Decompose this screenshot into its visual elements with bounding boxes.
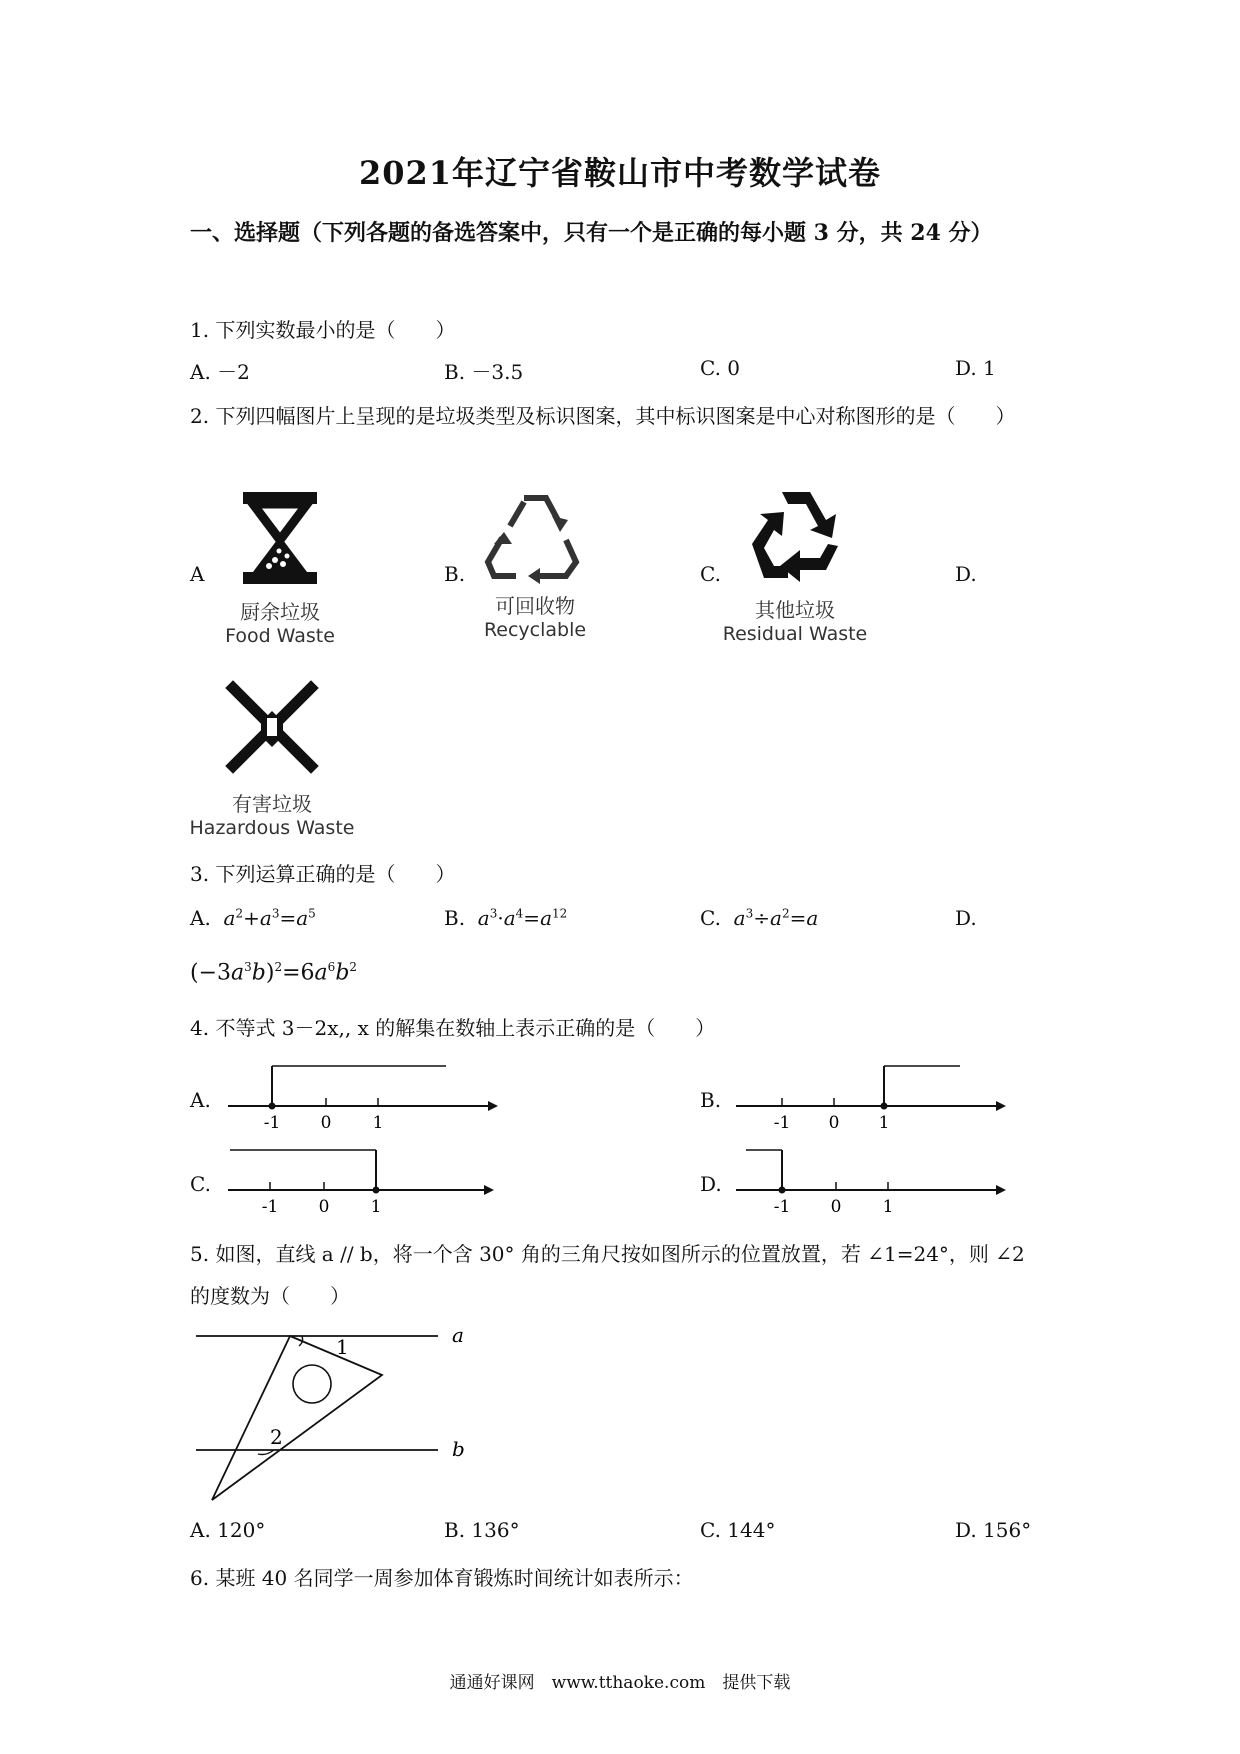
- q3-label-a: A.: [190, 906, 211, 930]
- q4c-tick-neg1: -1: [261, 1197, 279, 1216]
- q3-label-b: B.: [444, 906, 466, 930]
- q4b-tick-1: 1: [878, 1113, 890, 1132]
- hazardous-waste-sign: [188, 678, 356, 839]
- q4d-tick-neg1: -1: [773, 1197, 791, 1216]
- food-waste-zh: 厨余垃圾: [240, 600, 320, 624]
- q4-number-line-c: [220, 1146, 500, 1216]
- q4a-tick-0: 0: [320, 1113, 332, 1132]
- q4d-tick-0: 0: [830, 1197, 842, 1216]
- q1-option-a: A. －2: [190, 360, 250, 384]
- q4-number-line-a: [220, 1062, 500, 1132]
- q3-option-c: C. $a^3\div a^2=a$: [700, 906, 819, 930]
- q3-label-c: C.: [700, 906, 721, 930]
- q4-number-line-b: [728, 1062, 1008, 1132]
- q4d-tick-1: 1: [882, 1197, 894, 1216]
- page-footer: 通通好课网 www.tthaoke.com 提供下载: [449, 1673, 791, 1693]
- q1-option-d: D. 1: [955, 356, 996, 380]
- q5-option-a: A. 120°: [190, 1518, 266, 1542]
- question-2-stem: 2. 下列四幅图片上呈现的是垃圾类型及标识图案，其中标识图案是中心对称图形的是（ ）: [190, 404, 1016, 428]
- q4a-tick-1: 1: [372, 1113, 384, 1132]
- page-title: 2021年辽宁省鞍山市中考数学试卷: [358, 154, 882, 192]
- residual-waste-icon: [740, 486, 850, 590]
- q5-triangle-figure: [190, 1320, 480, 1510]
- q2-label-a: A: [190, 562, 205, 586]
- recyclable-en: Recyclable: [483, 619, 587, 641]
- q4b-tick-neg1: -1: [773, 1113, 791, 1132]
- q5-option-c: C. 144°: [700, 1518, 776, 1542]
- q4b-tick-0: 0: [828, 1113, 840, 1132]
- q3-option-b: B. $a^3\cdot a^4=a^{12}$: [444, 906, 568, 930]
- hazardous-waste-zh: 有害垃圾: [232, 792, 312, 816]
- q4-label-a: A.: [190, 1088, 211, 1112]
- q5-option-d: D. 156°: [955, 1518, 1032, 1542]
- q4-label-d: D.: [700, 1172, 722, 1196]
- q5-option-b: B. 136°: [444, 1518, 520, 1542]
- recyclable-sign: [460, 486, 610, 641]
- question-5-stem-cont: 的度数为（ ）: [190, 1284, 350, 1308]
- q4-label-c: C.: [190, 1172, 211, 1196]
- q2-label-d: D.: [955, 562, 977, 586]
- hazardous-waste-icon: [217, 678, 327, 782]
- q3-option-a: A. $a^2+a^3=a^5$: [190, 906, 316, 930]
- q4c-tick-0: 0: [318, 1197, 330, 1216]
- q4-label-b: B.: [700, 1088, 722, 1112]
- q3-label-d: D.: [955, 906, 977, 930]
- angle-2-label: 2: [270, 1425, 283, 1449]
- q1-option-c: C. 0: [700, 356, 741, 380]
- q4a-tick-neg1: -1: [263, 1113, 281, 1132]
- angle-1-label: 1: [336, 1335, 349, 1359]
- food-waste-sign: [205, 488, 355, 647]
- hazardous-waste-en: Hazardous Waste: [189, 817, 355, 839]
- question-5-stem: 5. 如图，直线 a // b，将一个含 30° 角的三角尺按如图所示的位置放置，若 ∠1=24°，则 ∠2: [190, 1242, 1025, 1266]
- residual-waste-zh: 其他垃圾: [755, 598, 835, 622]
- recyclable-zh: 可回收物: [495, 594, 575, 618]
- q2-label-b: B.: [444, 562, 466, 586]
- question-6-stem: 6. 某班 40 名同学一周参加体育锻炼时间统计如表所示：: [190, 1566, 694, 1590]
- residual-waste-en: Residual Waste: [722, 623, 868, 645]
- question-4-stem: 4. 不等式 3－2x,, x 的解集在数轴上表示正确的是（ ）: [190, 1016, 716, 1040]
- q4c-tick-1: 1: [370, 1197, 382, 1216]
- q4-number-line-d: [728, 1146, 1008, 1216]
- q3-option-d-expression: $(-3a^3b)^2=6a^6b^2$: [190, 960, 358, 986]
- section-heading: 一、选择题（下列各题的备选答案中，只有一个是正确的每小题 3 分，共 24 分）: [190, 220, 993, 246]
- line-a-label: a: [452, 1323, 464, 1347]
- question-3-stem: 3. 下列运算正确的是（ ）: [190, 862, 456, 886]
- food-waste-icon: [225, 488, 335, 588]
- line-b-label: b: [452, 1437, 465, 1461]
- food-waste-en: Food Waste: [225, 625, 335, 647]
- q1-option-b: B. －3.5: [444, 360, 524, 384]
- q2-label-c: C.: [700, 562, 721, 586]
- question-1-stem: 1. 下列实数最小的是（ ）: [190, 318, 456, 342]
- residual-waste-sign: [715, 486, 875, 645]
- recycle-icon: [480, 486, 590, 586]
